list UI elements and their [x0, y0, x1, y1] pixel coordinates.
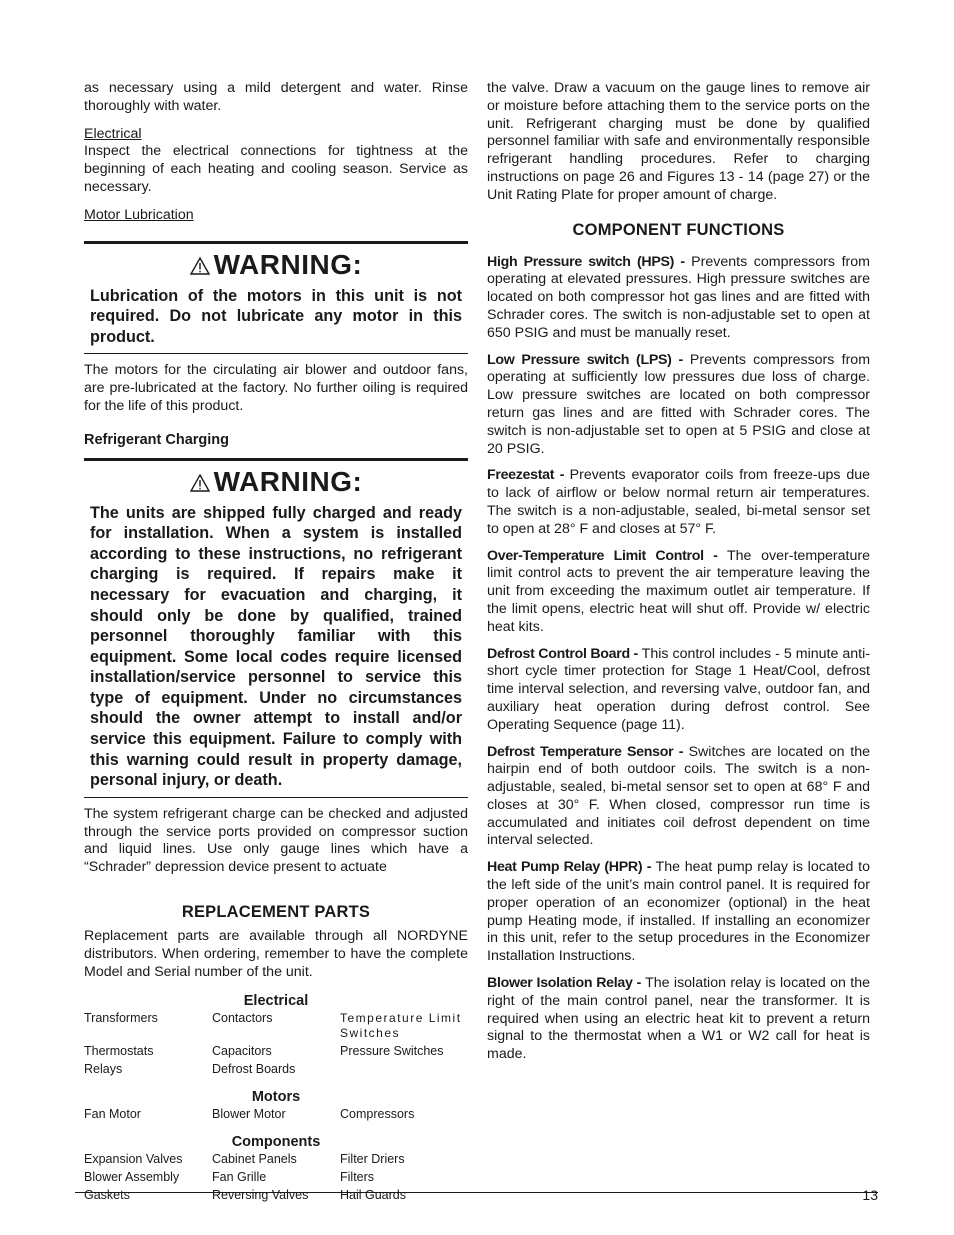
component-item [487, 467, 870, 538]
parts-list [84, 993, 468, 1203]
component-title: Heat Pump Relay (HPR) - [487, 859, 656, 876]
warning-title [84, 244, 468, 284]
component-text: Prevents compressors from operating at sufficiently low pressures due loss of charge. Low pressure switches are located on both compressor return gas lines and are fitted with Schrader cores. The switch is non-adjustable set to open at 5 PSIG and close at 20 PSIG. [487, 351, 871, 457]
right-intro-text: the valve. Draw a vacuum on the gauge lines to remove air or moisture before attaching them to the service ports on the unit. Refrigerant charging must be done by qualified personnel familiar with safe and environmentally responsible refrigerant handling procedures. Refer to charging instructions on page 26 and Figures 13 - 14 (page 27) or the Unit Rating Plate for proper amount of charge. [487, 80, 870, 203]
component-functions-heading: COMPONENT FUNCTIONS [572, 220, 785, 239]
component-title: Freezestat - [487, 467, 570, 484]
parts-electrical-heading: Electrical [243, 993, 309, 1010]
component-text: This control includes - 5 minute anti-short cycle timer protection for Stage 1 Heat/Cool, defrost time interval selection, and reversing valve, outdoor fan, and auxiliary heat operation during defrost control. See Operating Sequence (page 11). [487, 645, 870, 733]
warning-triangle-icon [190, 473, 210, 493]
component-title: Over-Temperature Limit Control - [487, 547, 727, 564]
right-column [487, 80, 870, 1073]
parts-row [84, 1107, 468, 1122]
left-column [84, 80, 468, 1206]
part-item: Thermostats [84, 1044, 154, 1059]
parts-row [84, 1188, 468, 1203]
component-text: The heat pump relay is located to the left side of the unit’s main control panel. It is required for proper operation of an economizer (optional) in the heat pump Heating mode, if installed. If installing an economizer in this unit, refer to the setup procedures in the Economizer Installation Instructions. [487, 859, 870, 965]
component-text: The over-temperature limit control acts to prevent the air temperature leaving the unit from exceeding the maximum outlet air temperature. If the limit opens, electric heat will shut off. Provide w/ electric heat kits. [487, 547, 870, 635]
part-item: Fan Grille [212, 1170, 267, 1185]
component-text: Prevents evaporator coils from freeze-ups due to lack of airflow or below normal return air temperatures. The switch is a non-adjustable, sealed, bi-metal sensor set to open at 28° F and closes at 57° F. [487, 467, 870, 537]
replacement-parts-heading: REPLACEMENT PARTS [181, 903, 371, 922]
refrigerant-charging-heading: Refrigerant Charging [84, 431, 230, 448]
component-item [487, 975, 870, 1064]
part-item [340, 1062, 468, 1077]
electrical-text: Inspect the electrical connections for tightness at the beginning of each heating and cooling season. Service as necessary. [84, 143, 468, 195]
component-item [487, 646, 870, 735]
part-item: Cabinet Panels [212, 1152, 297, 1167]
part-item: Filters [340, 1170, 375, 1185]
replacement-text: Replacement parts are available through all NORDYNE distributors. When ordering, remember to have the complete Model and Serial number of the unit. [84, 928, 468, 980]
component-title: Defrost Control Board - [487, 645, 642, 662]
component-item [487, 548, 870, 637]
part-item: Transformers [84, 1011, 158, 1026]
part-item: Blower Assembly [84, 1170, 180, 1185]
component-title: Low Pressure switch (LPS) - [487, 351, 690, 368]
component-text: The isolation relay is located on the right of the main control panel, near the transformer. It is required when using an electric heat kit to prevent a return signal to the thermostat when a W1 or W2 call for heat is made. [487, 975, 870, 1063]
part-item: Pressure Switches [340, 1044, 444, 1059]
motor-lubrication-heading: Motor Lubrication [84, 206, 194, 223]
component-item [487, 254, 870, 343]
warning-body: Lubrication of the motors in this unit is not required. Do not lubricate any motor in this product. [90, 286, 462, 346]
part-item: Defrost Boards [212, 1062, 296, 1077]
part-item: Compressors [340, 1107, 415, 1122]
warning-triangle-icon [190, 256, 210, 276]
parts-motors-heading: Motors [251, 1089, 301, 1106]
component-title: High Pressure switch (HPS) - [487, 253, 692, 270]
parts-row [84, 1170, 468, 1185]
component-text: Prevents compressors from operating at elevated pressures. High pressure switches are located on both compressor hot gas lines and are fitted with Schrader cores. The switch is non-adjustable set to open at 650 PSIG and must be manually reset. [487, 253, 870, 341]
motors-text: The motors for the circulating air blower and outdoor fans, are pre-lubricated at the factory. No further oiling is required for the life of this product. [84, 362, 468, 414]
part-item: Filter Driers [340, 1152, 405, 1167]
refrigerant-text: The system refrigerant charge can be checked and adjusted through the service ports provided on compressor suction and liquid lines. Use only gauge lines which have a “Schrader” depression device present to actuate [84, 805, 468, 876]
parts-row [84, 1011, 468, 1041]
parts-row [84, 1152, 468, 1167]
intro-text: as necessary using a mild detergent and water. Rinse thoroughly with water. [84, 80, 468, 114]
component-item [487, 859, 870, 966]
component-title: Blower Isolation Relay - [487, 975, 646, 992]
parts-row [84, 1062, 468, 1077]
page-number: 13 [862, 1187, 878, 1203]
electrical-heading: Electrical [84, 125, 142, 142]
parts-row [84, 1044, 468, 1059]
warning-title-text: WARNING: [213, 248, 363, 280]
component-item [487, 744, 870, 851]
part-item: Gaskets [84, 1188, 130, 1203]
warning-title [84, 461, 468, 501]
warning-title-text: WARNING: [213, 465, 363, 497]
component-functions-list [487, 254, 870, 1064]
part-item: Hail Guards [340, 1188, 406, 1203]
parts-components-heading: Components [231, 1134, 321, 1151]
warning-box-lubrication [84, 241, 468, 355]
part-item: Relays [84, 1062, 123, 1077]
component-item [487, 352, 870, 459]
part-item: Expansion Valves [84, 1152, 183, 1167]
part-item: Blower Motor [212, 1107, 286, 1122]
warning-box-refrigerant [84, 458, 468, 798]
component-title: Defrost Temperature Sensor - [487, 743, 689, 760]
part-item: Capacitors [212, 1044, 272, 1059]
part-item: Reversing Valves [212, 1188, 309, 1203]
part-item: Contactors [212, 1011, 273, 1026]
component-text: Switches are located on the hairpin end of both outdoor coils. The switch is a non-adjustable, sealed, bi-metal sensor set to open at 68° F and closes at 30° F. When closed, compressor run time is accumulated and initiates coil defrost dependent on time interval selected. [487, 743, 870, 849]
part-item: Temperature Limit Switches [340, 1011, 462, 1041]
footer-rule [75, 1192, 878, 1193]
part-item: Fan Motor [84, 1107, 141, 1122]
warning-body: The units are shipped fully charged and ready for installation. When a system is installed according to these instructions, no refrigerant charging is required. If repairs make it necessary for evacuation and charging, it should only be done by qualified, trained personnel thoroughly familiar with this equipment. Some local codes require licensed installation/service personnel to service this type of equipment. Under no circumstances should the owner attempt to install and/or service this equipment. Failure to comply with this warning could result in property damage, personal injury, or death. [90, 503, 462, 790]
